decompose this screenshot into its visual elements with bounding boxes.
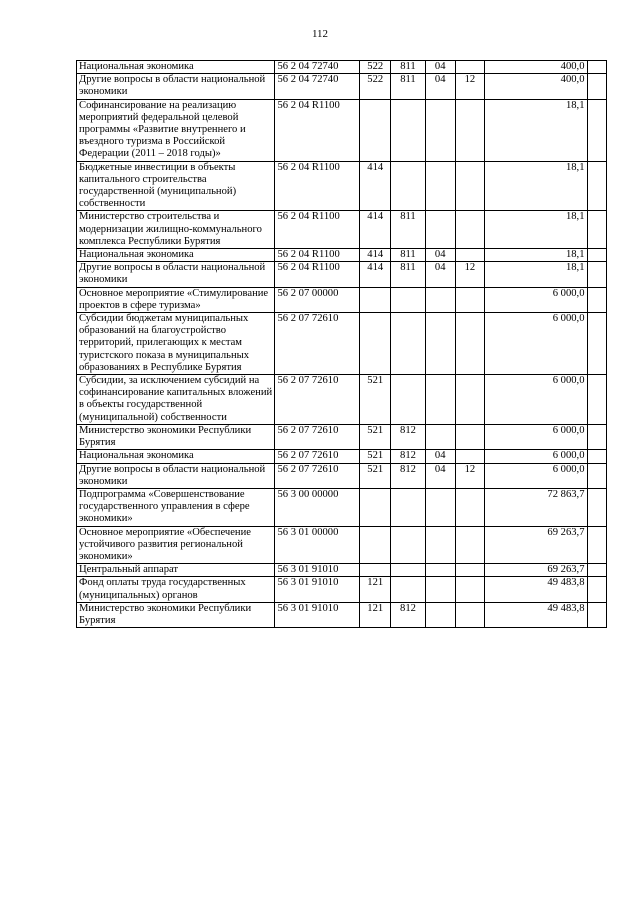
- target-code-cell: 56 3 01 00000: [275, 526, 360, 564]
- table-row: [77, 375, 607, 425]
- subsection-code-cell: [455, 313, 485, 375]
- table-row: [77, 602, 607, 627]
- table-row: [77, 99, 607, 161]
- ministry-code-cell: 811: [391, 74, 426, 99]
- subsection-code-cell: [455, 488, 485, 526]
- empty-cell: [587, 577, 607, 602]
- section-code-cell: [425, 287, 455, 312]
- ministry-code-cell: 812: [391, 424, 426, 449]
- expense-type-cell: 121: [360, 577, 391, 602]
- target-code-cell: 56 2 07 72610: [275, 463, 360, 488]
- empty-cell: [587, 61, 607, 74]
- target-code-cell: 56 2 04 R1100: [275, 99, 360, 161]
- subsection-code-cell: [455, 526, 485, 564]
- item-name-cell: Центральный аппарат: [77, 564, 275, 577]
- table-row: [77, 424, 607, 449]
- amount-cell: 400,0: [485, 61, 587, 74]
- table-row: [77, 450, 607, 463]
- section-code-cell: 04: [425, 61, 455, 74]
- table-row: [77, 249, 607, 262]
- table-row: [77, 287, 607, 312]
- item-name-cell: Другие вопросы в области национальной экономики: [77, 262, 275, 287]
- item-name-cell: Основное мероприятие «Обеспечение устойчивого развития региональной экономики»: [77, 526, 275, 564]
- amount-cell: 18,1: [485, 161, 587, 211]
- table-row: [77, 463, 607, 488]
- empty-cell: [587, 74, 607, 99]
- empty-cell: [587, 211, 607, 249]
- subsection-code-cell: [455, 602, 485, 627]
- section-code-cell: [425, 488, 455, 526]
- target-code-cell: 56 2 07 72610: [275, 450, 360, 463]
- item-name-cell: Субсидии бюджетам муниципальных образований на благоустройство территорий, прилегающих к местам туристского показа в муниципальных образованиях в Республике Бурятия: [77, 313, 275, 375]
- subsection-code-cell: 12: [455, 463, 485, 488]
- expense-type-cell: 521: [360, 463, 391, 488]
- table-row: [77, 313, 607, 375]
- empty-cell: [587, 450, 607, 463]
- section-code-cell: 04: [425, 249, 455, 262]
- table-row: [77, 161, 607, 211]
- empty-cell: [587, 488, 607, 526]
- section-code-cell: [425, 211, 455, 249]
- empty-cell: [587, 424, 607, 449]
- amount-cell: 18,1: [485, 211, 587, 249]
- target-code-cell: 56 3 01 91010: [275, 577, 360, 602]
- section-code-cell: 04: [425, 463, 455, 488]
- target-code-cell: 56 3 00 00000: [275, 488, 360, 526]
- table-row: [77, 526, 607, 564]
- target-code-cell: 56 2 04 72740: [275, 61, 360, 74]
- subsection-code-cell: [455, 287, 485, 312]
- expense-type-cell: [360, 287, 391, 312]
- section-code-cell: 04: [425, 450, 455, 463]
- subsection-code-cell: [455, 375, 485, 425]
- expense-type-cell: [360, 526, 391, 564]
- table-row: [77, 564, 607, 577]
- section-code-cell: [425, 424, 455, 449]
- target-code-cell: 56 3 01 91010: [275, 602, 360, 627]
- ministry-code-cell: 811: [391, 262, 426, 287]
- amount-cell: 69 263,7: [485, 564, 587, 577]
- expense-type-cell: 521: [360, 424, 391, 449]
- ministry-code-cell: [391, 488, 426, 526]
- target-code-cell: 56 2 04 72740: [275, 74, 360, 99]
- empty-cell: [587, 463, 607, 488]
- expense-type-cell: [360, 313, 391, 375]
- table-row: [77, 577, 607, 602]
- section-code-cell: 04: [425, 262, 455, 287]
- item-name-cell: Фонд оплаты труда государственных (муниципальных) органов: [77, 577, 275, 602]
- expense-type-cell: 414: [360, 161, 391, 211]
- empty-cell: [587, 262, 607, 287]
- expense-type-cell: [360, 564, 391, 577]
- item-name-cell: Другие вопросы в области национальной экономики: [77, 74, 275, 99]
- subsection-code-cell: [455, 99, 485, 161]
- section-code-cell: [425, 526, 455, 564]
- section-code-cell: [425, 375, 455, 425]
- expense-type-cell: 121: [360, 602, 391, 627]
- subsection-code-cell: [455, 564, 485, 577]
- budget-table: [76, 60, 607, 628]
- empty-cell: [587, 602, 607, 627]
- subsection-code-cell: 12: [455, 262, 485, 287]
- empty-cell: [587, 526, 607, 564]
- item-name-cell: Софинансирование на реализацию мероприятий федеральной целевой программы «Развитие внутреннего и въездного туризма в Российской Федерации (2011 – 2018 годы)»: [77, 99, 275, 161]
- table-row: [77, 61, 607, 74]
- table-row: [77, 262, 607, 287]
- subsection-code-cell: [455, 211, 485, 249]
- ministry-code-cell: [391, 287, 426, 312]
- table-row: [77, 211, 607, 249]
- amount-cell: 6 000,0: [485, 313, 587, 375]
- amount-cell: 18,1: [485, 249, 587, 262]
- subsection-code-cell: [455, 61, 485, 74]
- empty-cell: [587, 99, 607, 161]
- item-name-cell: Основное мероприятие «Стимулирование проектов в сфере туризма»: [77, 287, 275, 312]
- ministry-code-cell: 812: [391, 463, 426, 488]
- expense-type-cell: 522: [360, 61, 391, 74]
- page-number: 112: [311, 28, 329, 40]
- target-code-cell: 56 2 04 R1100: [275, 161, 360, 211]
- amount-cell: 6 000,0: [485, 287, 587, 312]
- expense-type-cell: 521: [360, 450, 391, 463]
- item-name-cell: Бюджетные инвестиции в объекты капитального строительства государственной (муниципальной) собственности: [77, 161, 275, 211]
- ministry-code-cell: [391, 564, 426, 577]
- section-code-cell: [425, 602, 455, 627]
- table-row: [77, 74, 607, 99]
- expense-type-cell: 414: [360, 211, 391, 249]
- item-name-cell: Другие вопросы в области национальной экономики: [77, 463, 275, 488]
- amount-cell: 49 483,8: [485, 577, 587, 602]
- empty-cell: [587, 249, 607, 262]
- amount-cell: 72 863,7: [485, 488, 587, 526]
- amount-cell: 18,1: [485, 99, 587, 161]
- item-name-cell: Субсидии, за исключением субсидий на софинансирование капитальных вложений в объекты государственной (муниципальной) собственности: [77, 375, 275, 425]
- item-name-cell: Национальная экономика: [77, 249, 275, 262]
- amount-cell: 400,0: [485, 74, 587, 99]
- ministry-code-cell: 812: [391, 450, 426, 463]
- ministry-code-cell: 811: [391, 61, 426, 74]
- section-code-cell: 04: [425, 74, 455, 99]
- expense-type-cell: 522: [360, 74, 391, 99]
- empty-cell: [587, 313, 607, 375]
- ministry-code-cell: 811: [391, 249, 426, 262]
- target-code-cell: 56 2 07 72610: [275, 424, 360, 449]
- section-code-cell: [425, 99, 455, 161]
- section-code-cell: [425, 564, 455, 577]
- item-name-cell: Министерство экономики Республики Бурятия: [77, 424, 275, 449]
- item-name-cell: Министерство строительства и модернизации жилищно-коммунального комплекса Республики Бурятия: [77, 211, 275, 249]
- target-code-cell: 56 2 04 R1100: [275, 211, 360, 249]
- section-code-cell: [425, 313, 455, 375]
- target-code-cell: 56 2 07 72610: [275, 313, 360, 375]
- subsection-code-cell: [455, 424, 485, 449]
- subsection-code-cell: [455, 161, 485, 211]
- target-code-cell: 56 2 04 R1100: [275, 262, 360, 287]
- ministry-code-cell: 812: [391, 602, 426, 627]
- amount-cell: 6 000,0: [485, 450, 587, 463]
- ministry-code-cell: 811: [391, 211, 426, 249]
- target-code-cell: 56 2 07 72610: [275, 375, 360, 425]
- amount-cell: 69 263,7: [485, 526, 587, 564]
- amount-cell: 18,1: [485, 262, 587, 287]
- amount-cell: 6 000,0: [485, 424, 587, 449]
- expense-type-cell: [360, 99, 391, 161]
- target-code-cell: 56 2 04 R1100: [275, 249, 360, 262]
- subsection-code-cell: [455, 249, 485, 262]
- item-name-cell: Министерство экономики Республики Бурятия: [77, 602, 275, 627]
- table-row: [77, 488, 607, 526]
- subsection-code-cell: 12: [455, 74, 485, 99]
- ministry-code-cell: [391, 526, 426, 564]
- target-code-cell: 56 3 01 91010: [275, 564, 360, 577]
- empty-cell: [587, 287, 607, 312]
- ministry-code-cell: [391, 375, 426, 425]
- ministry-code-cell: [391, 313, 426, 375]
- expense-type-cell: 521: [360, 375, 391, 425]
- expense-type-cell: [360, 488, 391, 526]
- empty-cell: [587, 564, 607, 577]
- ministry-code-cell: [391, 577, 426, 602]
- amount-cell: 49 483,8: [485, 602, 587, 627]
- amount-cell: 6 000,0: [485, 375, 587, 425]
- table-body: [77, 61, 607, 628]
- empty-cell: [587, 375, 607, 425]
- item-name-cell: Национальная экономика: [77, 61, 275, 74]
- expense-type-cell: 414: [360, 262, 391, 287]
- subsection-code-cell: [455, 450, 485, 463]
- item-name-cell: Национальная экономика: [77, 450, 275, 463]
- item-name-cell: Подпрограмма «Совершенствование государственного управления в сфере экономики»: [77, 488, 275, 526]
- subsection-code-cell: [455, 577, 485, 602]
- amount-cell: 6 000,0: [485, 463, 587, 488]
- target-code-cell: 56 2 07 00000: [275, 287, 360, 312]
- empty-cell: [587, 161, 607, 211]
- section-code-cell: [425, 577, 455, 602]
- section-code-cell: [425, 161, 455, 211]
- ministry-code-cell: [391, 161, 426, 211]
- ministry-code-cell: [391, 99, 426, 161]
- expense-type-cell: 414: [360, 249, 391, 262]
